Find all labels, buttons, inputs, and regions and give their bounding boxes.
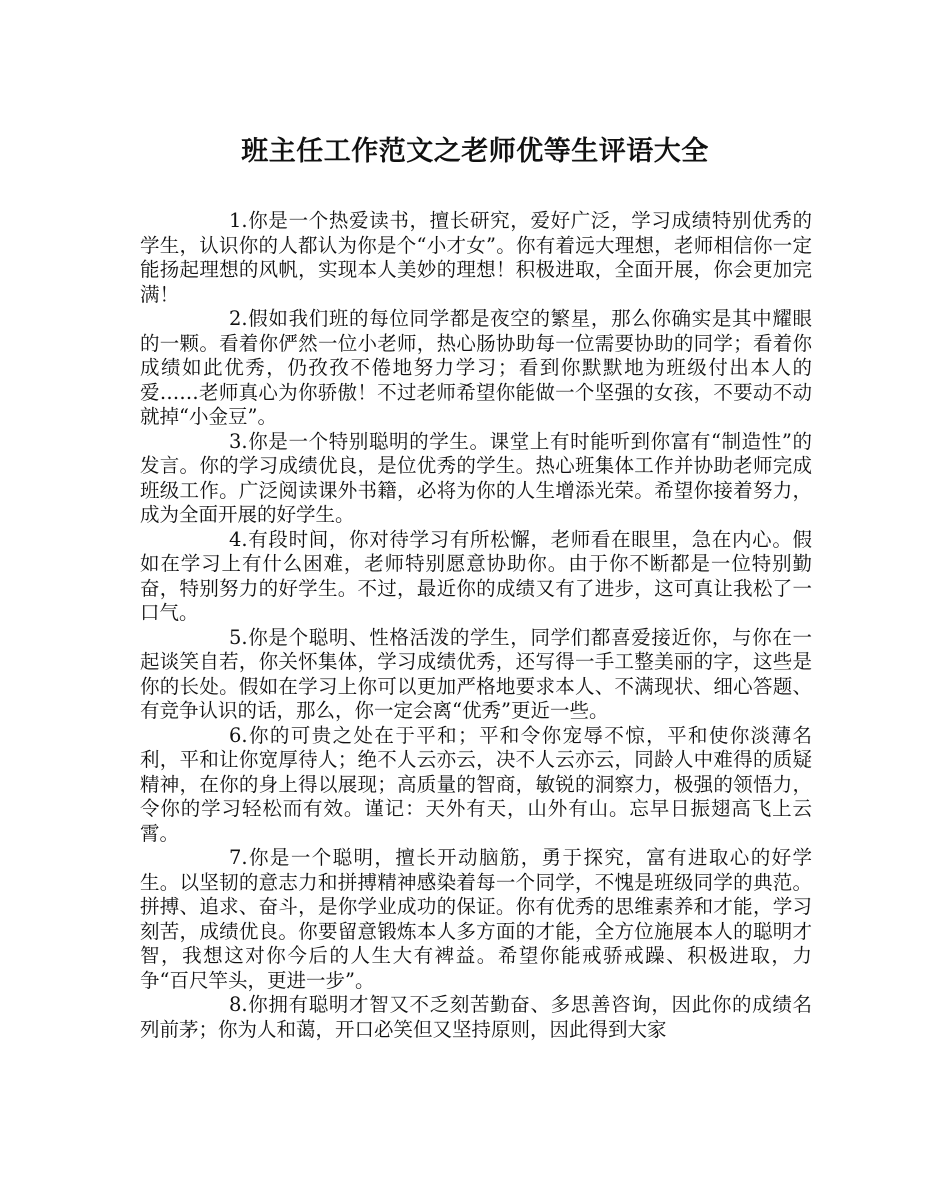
comment-paragraph-2: 2.假如我们班的每位同学都是夜空的繁星，那么你确实是其中耀眼的一颗。看着你俨然一位小老师，热心肠协助每一位需要协助的同学；看着你成绩如此优秀，仍孜孜不倦地努力学习；看到你默默地为班级付出本人的爱……老师真心为你骄傲！不过老师希望你能做一个坚强的女孩，不要动不动就掉“小金豆”。: [140, 307, 812, 428]
comment-paragraph-3: 3.你是一个特别聪明的学生。课堂上有时能听到你富有“制造性”的发言。你的学习成绩优良，是位优秀的学生。热心班集体工作并协助老师完成班级工作。广泛阅读课外书籍，必将为你的人生增添光荣。希望你接着努力，成为全面开展的好学生。: [140, 429, 812, 526]
comment-paragraph-4: 4.有段时间，你对待学习有所松懈，老师看在眼里，急在内心。假如在学习上有什么困难，老师特别愿意协助你。由于你不断都是一位特别勤奋，特别努力的好学生。不过，最近你的成绩又有了进步，这可真让我松了一口气。: [140, 527, 812, 624]
comment-paragraph-8: 8.你拥有聪明才智又不乏刻苦勤奋、多思善咨询，因此你的成绩名列前茅；你为人和蔼，开口必笑但又坚持原则，因此得到大家: [140, 993, 812, 1041]
document-title: 班主任工作范文之老师优等生评语大全: [241, 136, 709, 167]
comment-paragraph-6: 6.你的可贵之处在于平和；平和令你宠辱不惊，平和使你淡薄名利，平和让你宽厚待人；绝不人云亦云，决不人云亦云，同龄人中难得的质疑精神，在你的身上得以展现；高质量的智商，敏锐的洞察力，极强的领悟力，令你的学习轻松而有效。谨记：天外有天，山外有山。忘早日振翅高飞上云霄。: [140, 723, 812, 845]
comment-paragraph-5: 5.你是个聪明、性格活泼的学生，同学们都喜爱接近你，与你在一起谈笑自若，你关怀集体，学习成绩优秀，还写得一手工整美丽的字，这些是你的长处。假如在学习上你可以更加严格地要求本人、不满现状、细心答题、有竞争认识的话，那么，你一定会离“优秀”更近一些。: [140, 625, 812, 722]
document-body: [140, 209, 812, 1042]
comment-paragraph-7: 7.你是一个聪明，擅长开动脑筋，勇于探究，富有进取心的好学生。以坚韧的意志力和拼搏精神感染着每一个同学，不愧是班级同学的典范。拼搏、追求、奋斗，是你学业成功的保证。你有优秀的思维素养和才能，学习刻苦，成绩优良。你要留意锻炼本人多方面的才能，全方位施展本人的聪明才智，我想这对你今后的人生大有裨益。希望你能戒骄戒躁、积极进取，力争“百尺竿头，更进一步”。: [140, 846, 812, 992]
comment-paragraph-1: 1.你是一个热爱读书，擅长研究，爱好广泛，学习成绩特别优秀的学生，认识你的人都认为你是个“小才女”。你有着远大理想，老师相信你一定能扬起理想的风帆，实现本人美妙的理想！积极进取，全面开展，你会更加完满！: [140, 209, 812, 306]
